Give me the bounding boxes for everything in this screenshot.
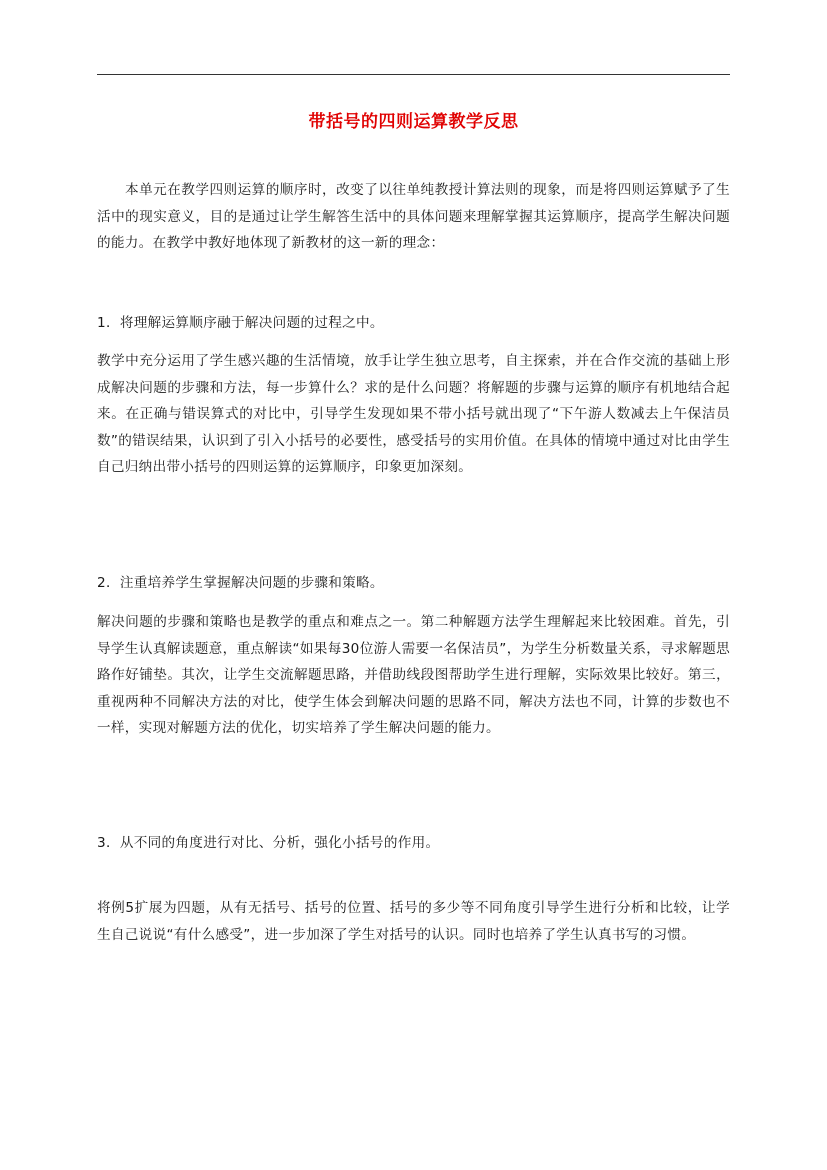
section-body-2: 解决问题的步骤和策略也是教学的重点和难点之一。第二种解题方法学生理解起来比较困难。首先，引导学生认真解读题意，重点解读“如果每30位游人需要一名保洁员”，为学生分析数量关系，寻求解题思路作好铺垫。其次，让学生交流解题思路，并借助线段图帮助学生进行理解，实际效果比较好。第三，重视两种不同解决方法的对比，使学生体会到解决问题的思路不同，解决方法也不同，计算的步数也不一样，实现对解题方法的优化，切实培养了学生解决问题的能力。 [97,614,730,736]
section-heading-2: 2．注重培养学生掌握解决问题的步骤和策略。 [97,575,384,591]
section-heading-1: 1．将理解运算顺序融于解决问题的过程之中。 [97,315,384,331]
section-heading-3: 3．从不同的角度进行对比、分析，强化小括号的作用。 [97,835,440,851]
section-body-1: 教学中充分运用了学生感兴趣的生活情境，放手让学生独立思考，自主探索，并在合作交流的基础上形成解决问题的步骤和方法，每一步算什么？求的是什么问题？将解题的步骤与运算的顺序有机地结合起来。在正确与错误算式的对比中，引导学生发现如果不带小括号就出现了“下午游人数减去上午保洁员数”的错误结果，认识到了引入小括号的必要性，感受括号的实用价值。在具体的情境中通过对比由学生自己归纳出带小括号的四则运算的运算顺序，印象更加深刻。 [97,353,730,475]
header-rule [97,74,730,75]
document-page [97,0,730,1170]
section-body-3: 将例5扩展为四题，从有无括号、括号的位置、括号的多少等不同角度引导学生进行分析和比较，让学生自己说说“有什么感受”，进一步加深了学生对括号的认识。同时也培养了学生认真书写的习惯。 [97,900,730,943]
intro-paragraph: 本单元在教学四则运算的顺序时，改变了以往单纯教授计算法则的现象，而是将四则运算赋予了生活中的现实意义，目的是通过让学生解答生活中的具体问题来理解掌握其运算顺序，提高学生解决问题的能力。在教学中教好地体现了新教材的这一新的理念： [97,182,730,251]
document-title: 带括号的四则运算教学反思 [308,112,519,132]
